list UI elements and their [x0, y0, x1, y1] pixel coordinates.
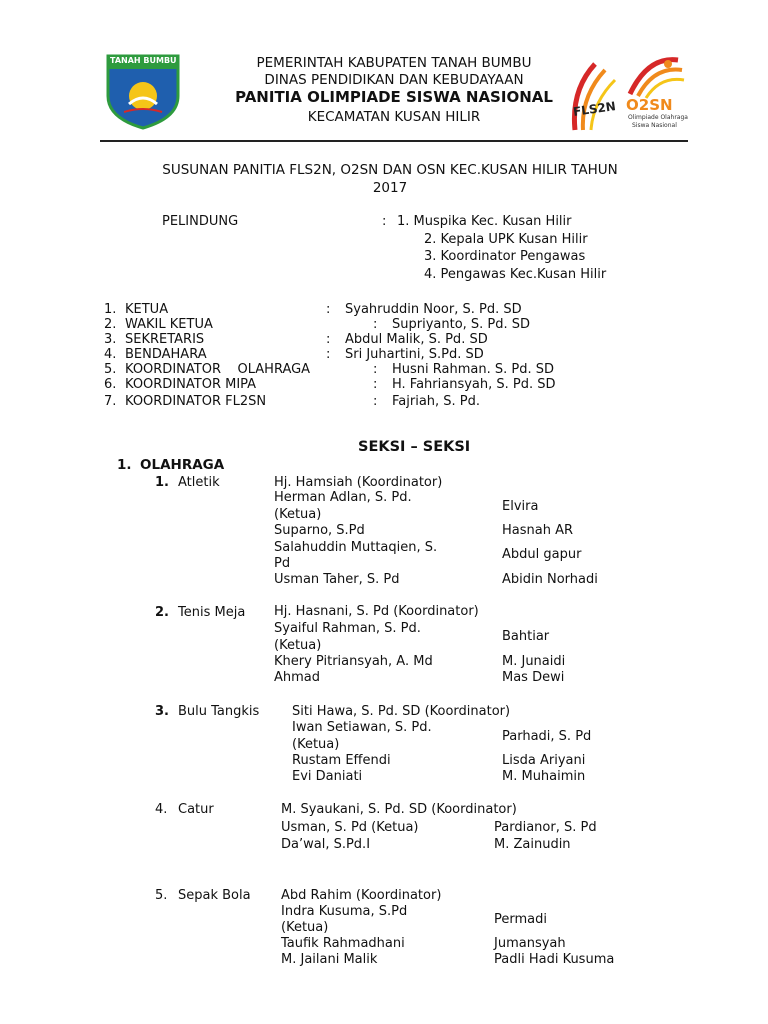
officer-name: Syahruddin Noor, S. Pd. SD — [345, 302, 522, 317]
officer-colon: : — [373, 317, 378, 332]
officer-colon: : — [326, 347, 331, 362]
member-right: Abdul gapur — [502, 547, 582, 562]
officer-name: Supriyanto, S. Pd. SD — [392, 317, 531, 332]
officer-role: KOORDINATOR MIPA — [125, 377, 257, 392]
member-left: (Ketua) — [274, 638, 322, 653]
sport-num: 2. — [155, 605, 169, 620]
header-line-3: PANITIA OLIMPIADE SISWA NASIONAL — [235, 88, 553, 106]
officer-colon: : — [373, 362, 378, 377]
member-left: Herman Adlan, S. Pd. — [274, 490, 412, 505]
officer-num: 4. — [104, 347, 117, 362]
officer-role: SEKRETARIS — [125, 332, 205, 347]
pelindung-colon: : — [382, 214, 387, 229]
sport-num: 4. — [155, 802, 168, 817]
officer-name: H. Fahriansyah, S. Pd. SD — [392, 377, 556, 392]
sport-num: 5. — [155, 888, 168, 903]
header-divider — [100, 140, 688, 142]
member-right: Permadi — [494, 912, 547, 927]
o2sn-sub1: Olimpiade Olahraga — [628, 114, 688, 121]
officer-role: BENDAHARA — [125, 347, 207, 362]
member-left: Iwan Setiawan, S. Pd. — [292, 720, 432, 735]
sport-name: Tenis Meja — [178, 605, 246, 620]
member-left: M. Syaukani, S. Pd. SD (Koordinator) — [281, 802, 517, 817]
officer-name: Husni Rahman. S. Pd. SD — [392, 362, 554, 377]
officer-role: KETUA — [125, 302, 169, 317]
member-left: Usman, S. Pd (Ketua) — [281, 820, 419, 835]
officer-colon: : — [373, 377, 378, 392]
member-left: Evi Daniati — [292, 769, 363, 784]
member-left: Siti Hawa, S. Pd. SD (Koordinator) — [292, 704, 511, 719]
member-right: Padli Hadi Kusuma — [494, 952, 615, 967]
document-title-line-1: SUSUNAN PANITIA FLS2N, O2SN DAN OSN KEC.KUSAN HILIR TAHUN — [162, 162, 618, 178]
officer-role: WAKIL KETUA — [125, 317, 213, 332]
sport-name: Bulu Tangkis — [178, 704, 260, 719]
member-right: Hasnah AR — [502, 523, 574, 538]
officer-num: 1. — [104, 302, 117, 317]
o2sn-logo — [618, 52, 688, 132]
fls2n-label: FLS2N — [572, 99, 617, 119]
member-right: Lisda Ariyani — [502, 753, 586, 768]
officer-role: KOORDINATOR OLAHRAGA — [125, 362, 311, 377]
o2sn-sub2: Siswa Nasional — [632, 122, 677, 129]
sport-name: Atletik — [178, 475, 220, 490]
member-left: (Ketua) — [292, 737, 340, 752]
officer-num: 6. — [104, 377, 117, 392]
o2sn-label: O2SN — [626, 96, 673, 114]
member-right: M. Muhaimin — [502, 769, 586, 784]
member-left: Pd — [274, 556, 291, 571]
member-right: Abidin Norhadi — [502, 572, 598, 587]
officer-name: Fajriah, S. Pd. — [392, 394, 481, 409]
member-left: M. Jailani Malik — [281, 952, 378, 967]
seksi-heading: SEKSI – SEKSI — [358, 439, 471, 455]
officer-name: Sri Juhartini, S.Pd. SD — [345, 347, 484, 362]
member-left: (Ketua) — [281, 920, 329, 935]
member-left: Ahmad — [274, 670, 321, 685]
officer-colon: : — [326, 332, 331, 347]
member-left: Taufik Rahmadhani — [281, 936, 405, 951]
member-left: Hj. Hasnani, S. Pd (Koordinator) — [274, 604, 479, 619]
officer-role: KOORDINATOR FL2SN — [125, 394, 267, 409]
sport-num: 3. — [155, 704, 169, 719]
pelindung-item: 2. Kepala UPK Kusan Hilir — [424, 232, 588, 247]
sport-name: Catur — [178, 802, 214, 817]
member-left: Salahuddin Muttaqien, S. — [274, 540, 438, 555]
sport-num: 1. — [155, 475, 169, 490]
pelindung-item: 3. Koordinator Pengawas — [424, 249, 586, 264]
pelindung-label: PELINDUNG — [162, 214, 239, 229]
member-left: Syaiful Rahman, S. Pd. — [274, 621, 421, 636]
member-right: Bahtiar — [502, 629, 550, 644]
officer-num: 3. — [104, 332, 117, 347]
member-left: (Ketua) — [274, 507, 322, 522]
member-right: Jumansyah — [494, 936, 566, 951]
officer-colon: : — [326, 302, 331, 317]
officer-num: 7. — [104, 394, 117, 409]
pelindung-item: 1. Muspika Kec. Kusan Hilir — [397, 214, 572, 229]
header-line-2: DINAS PENDIDIKAN DAN KEBUDAYAAN — [264, 72, 524, 88]
member-right: Parhadi, S. Pd — [502, 729, 592, 744]
member-left: Khery Pitriansyah, A. Md — [274, 654, 433, 669]
sport-name: Sepak Bola — [178, 888, 251, 903]
regency-crest-logo — [104, 52, 182, 130]
member-right: M. Junaidi — [502, 654, 566, 669]
officer-num: 2. — [104, 317, 117, 332]
member-right: Mas Dewi — [502, 670, 565, 685]
pelindung-item: 4. Pengawas Kec.Kusan Hilir — [424, 267, 607, 282]
member-left: Hj. Hamsiah (Koordinator) — [274, 475, 443, 490]
officer-colon: : — [373, 394, 378, 409]
member-left: Indra Kusuma, S.Pd — [281, 904, 408, 919]
officer-name: Abdul Malik, S. Pd. SD — [345, 332, 488, 347]
member-left: Da’wal, S.Pd.I — [281, 837, 371, 852]
member-right: Elvira — [502, 499, 539, 514]
document-title-line-2: 2017 — [372, 180, 408, 196]
member-left: Usman Taher, S. Pd — [274, 572, 400, 587]
olahraga-heading: OLAHRAGA — [140, 457, 225, 473]
olahraga-num: 1. — [117, 457, 132, 473]
member-right: Pardianor, S. Pd — [494, 820, 597, 835]
member-left: Rustam Effendi — [292, 753, 391, 768]
header-line-4: KECAMATAN KUSAN HILIR — [307, 109, 481, 125]
member-right: M. Zainudin — [494, 837, 571, 852]
member-left: Suparno, S.Pd — [274, 523, 365, 538]
header-line-1: PEMERINTAH KABUPATEN TANAH BUMBU — [256, 55, 532, 71]
crest-label: TANAH BUMBU — [110, 56, 177, 65]
member-left: Abd Rahim (Koordinator) — [281, 888, 442, 903]
officer-num: 5. — [104, 362, 117, 377]
